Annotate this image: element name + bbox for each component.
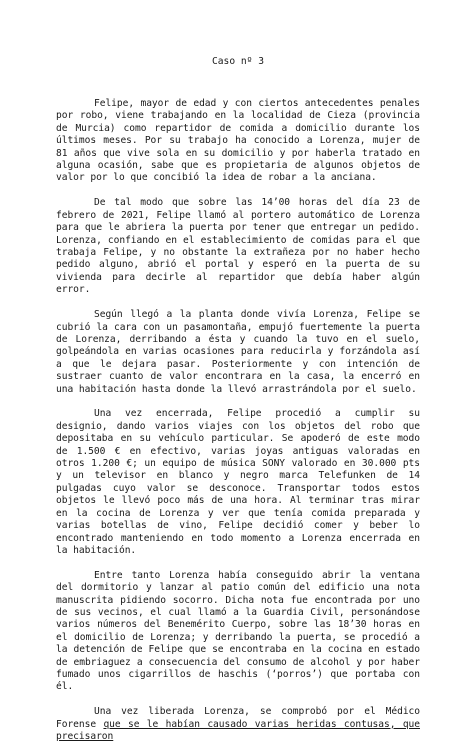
paragraph-5: Entre tanto Lorenza había conseguido abrir la ventana del dormitorio y lanzar al patio común del edificio una nota manuscrita pidiendo socorro. Dicha nota fue encontrada por uno de sus vecinos, el cual llamó a la Guardia Civil, personándose varios números del Benemérito Cuerpo, sobre las 18’30 horas en el domicilio de Lorenza; y derribando la puerta, se procedió a la detención de Felipe que se encontraba en la cocina en estado de embriaguez a consecuencia del consumo de alcohol y por haber fumado unos cigarrillos de haschis (‘porros’) que portaba con él. [56,569,420,693]
paragraph-3: Según llegó a la planta donde vivía Lorenza, Felipe se cubrió la cara con un pasamontaña, empujó fuertemente la puerta de Lorenza, derribando a ésta y cuando la tuvo en el suelo, golpeándola en varias ocasiones para reducirla y forzándola así a que le dejara pasar. Posteriormente y con intención de sustraer cuanto de valor encontrara en la casa, la encerró en una habitación hasta donde la llevó arrastrándola por el suelo. [56,309,420,395]
document-title: Caso nº 3 [212,56,264,67]
paragraph-6-underlined-text: que se le habían causado varias heridas contusas, que precisaron [56,718,420,743]
paragraph-6-text: Una vez liberada Lorenza, se comprobó por el Médico Forense [56,706,420,730]
paragraph-2: De tal modo que sobre las 14’00 horas del día 23 de febrero de 2021, Felipe llamó al portero automático de Lorenza para que le abriera la puerta por tener que entregar un pedido. Lorenza, confiando en el establecimiento de comidas para el que trabaja Felipe, y no obstante la extrañeza por no haber hecho pedido alguno, abrió el portal y esperó en la puerta de su vivienda para decirle al repartidor que debía haber algún error. [56,197,420,296]
paragraph-4: Una vez encerrada, Felipe procedió a cumplir su designio, dando varios viajes con los objetos del robo que depositaba en su vehículo particular. Se apoderó de este modo de 1.500 € en efectivo, varias joyas antiguas valoradas en otros 1.200 €; un equipo de música SONY valorado en 30.000 pts y un televisor en blanco y negro marca Telefunken de 14 pulgadas cuyo valor se desconoce. Transportar todos estos objetos le llevó poco más de una hora. Al terminar tras mirar en la cocina de Lorenza y ver que tenía comida preparada y varias botellas de vino, Felipe decidió comer y beber lo encontrado manteniendo en todo momento a Lorenza encerrada en la habitación. [56,408,420,556]
paragraph-1: Felipe, mayor de edad y con ciertos antecedentes penales por robo, viene trabajando en la localidad de Cieza (provincia de Murcia) como repartidor de comida a domicilio durante los últimos meses. Por su trabajo ha conocido a Lorenza, mujer de 81 años que vive sola en su domicilio y por haberla tratado en alguna ocasión, sabe que es propietaria de algunos objetos de valor por lo que concibió la idea de robar a la anciana. [56,98,420,184]
paragraph-6 [56,706,420,743]
